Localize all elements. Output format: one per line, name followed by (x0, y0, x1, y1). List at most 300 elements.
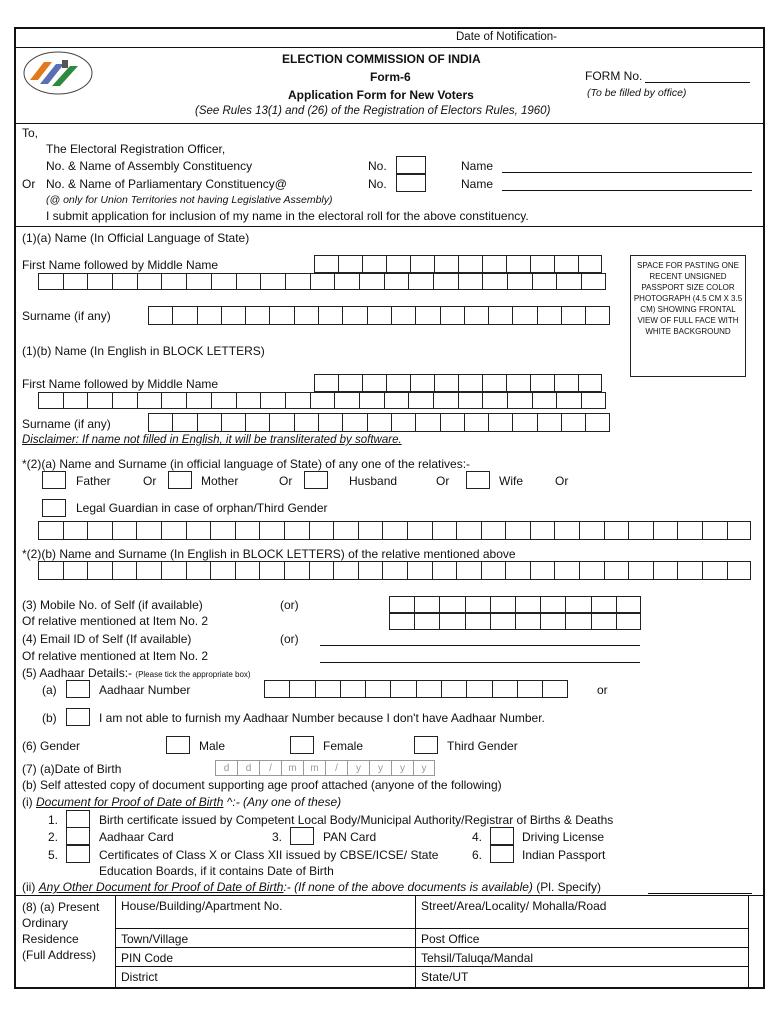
letter-box[interactable] (591, 613, 616, 630)
letter-box[interactable] (565, 596, 590, 613)
letter-box[interactable] (358, 521, 383, 540)
letter-box[interactable] (466, 680, 491, 698)
letter-box[interactable] (186, 521, 211, 540)
letter-box[interactable] (186, 273, 211, 290)
q2b-label: *(2)(b) Name and Surname (In English in BLOCK LETTERS) of the relative mentioned above (22, 547, 516, 561)
letter-box[interactable] (236, 392, 261, 409)
letter-box[interactable] (294, 306, 318, 325)
letter-box[interactable] (416, 680, 441, 698)
letter-box[interactable] (439, 613, 464, 630)
letter-box[interactable] (530, 561, 555, 580)
letter-box[interactable] (542, 680, 567, 698)
letter-box[interactable] (415, 306, 439, 325)
letter-box[interactable] (310, 392, 335, 409)
letter-box[interactable] (530, 521, 555, 540)
letter-box[interactable] (554, 521, 579, 540)
letter-box[interactable] (410, 374, 434, 392)
q1a-surname-label: Surname (if any) (22, 309, 111, 323)
letter-box[interactable] (38, 521, 63, 540)
letter-box[interactable] (221, 306, 245, 325)
form-no-field[interactable] (645, 82, 750, 83)
aadhaar-title: (5) Aadhaar Details:- (Please tick the appropriate box) (22, 666, 251, 680)
letter-box[interactable] (702, 561, 727, 580)
letter-box[interactable] (540, 596, 565, 613)
parliamentary-name-label: Name (461, 177, 494, 191)
letter-box[interactable] (458, 273, 483, 290)
q1a-surname-boxes[interactable] (148, 306, 610, 325)
q2b-name-boxes[interactable] (38, 561, 751, 580)
letter-box[interactable] (556, 273, 581, 290)
letter-box[interactable] (289, 680, 314, 698)
dob-cell[interactable]: d (215, 760, 237, 776)
letter-box[interactable] (314, 255, 338, 273)
letter-box[interactable] (338, 374, 362, 392)
q1b-surname-boxes[interactable] (148, 413, 610, 432)
letter-box[interactable] (561, 306, 585, 325)
male-checkbox[interactable] (166, 736, 190, 754)
letter-box[interactable] (384, 392, 409, 409)
letter-box[interactable] (148, 306, 172, 325)
letter-box[interactable] (210, 521, 235, 540)
letter-box[interactable] (112, 392, 137, 409)
doc-passport-checkbox[interactable] (490, 845, 514, 863)
q1a-first-name-label: First Name followed by Middle Name (22, 258, 219, 272)
letter-box[interactable] (38, 392, 63, 409)
letter-box[interactable] (481, 521, 506, 540)
letter-box[interactable] (482, 255, 506, 273)
parliamentary-no-label: No. (368, 177, 387, 191)
letter-box[interactable] (386, 255, 410, 273)
dob-cell[interactable]: d (237, 760, 259, 776)
letter-box[interactable] (38, 561, 63, 580)
letter-box[interactable] (482, 392, 507, 409)
mobile-relative-boxes[interactable] (389, 613, 641, 630)
letter-box[interactable] (410, 255, 434, 273)
letter-box[interactable] (260, 273, 285, 290)
letter-box[interactable] (628, 561, 653, 580)
letter-box[interactable] (482, 273, 507, 290)
letter-box[interactable] (340, 680, 365, 698)
letter-box[interactable] (414, 596, 439, 613)
male-label: Male (199, 739, 226, 753)
letter-box[interactable] (482, 374, 506, 392)
letter-box[interactable] (556, 392, 581, 409)
dob-cell[interactable]: y (391, 760, 413, 776)
letter-box[interactable] (579, 561, 604, 580)
letter-box[interactable] (439, 596, 464, 613)
letter-box[interactable] (269, 413, 293, 432)
email-relative-field[interactable] (320, 662, 640, 663)
letter-box[interactable] (259, 561, 284, 580)
letter-box[interactable] (389, 596, 414, 613)
aadhaar-number-label: Aadhaar Number (99, 683, 191, 697)
q2a-label: *(2)(a) Name and Surname (in official language of State) of any one of the relatives:- (22, 457, 471, 471)
letter-box[interactable] (365, 680, 390, 698)
assembly-name-field[interactable] (502, 172, 752, 173)
letter-box[interactable] (581, 392, 606, 409)
letter-box[interactable] (284, 561, 309, 580)
guardian-label: Legal Guardian in case of orphan/Third Gender (76, 501, 328, 515)
letter-box[interactable] (186, 392, 211, 409)
letter-box[interactable] (532, 273, 557, 290)
or-label-2: Or (279, 474, 293, 488)
father-checkbox[interactable] (42, 471, 66, 489)
street-field[interactable]: Street/Area/Locality/ Mohalla/Road (421, 899, 607, 913)
letter-box[interactable] (137, 392, 162, 409)
letter-box[interactable] (87, 561, 112, 580)
letter-box[interactable] (537, 306, 561, 325)
letter-box[interactable] (407, 561, 432, 580)
letter-box[interactable] (382, 521, 407, 540)
letter-box[interactable] (581, 273, 606, 290)
letter-box[interactable] (210, 561, 235, 580)
letter-box[interactable] (264, 680, 289, 698)
letter-box[interactable] (333, 561, 358, 580)
doc-pan-checkbox[interactable] (290, 827, 314, 845)
assembly-no-box[interactable] (396, 156, 426, 174)
letter-box[interactable] (245, 306, 269, 325)
email-or-label: (or) (280, 632, 299, 646)
letter-box[interactable] (456, 561, 481, 580)
letter-box[interactable] (260, 392, 285, 409)
dob-cell[interactable]: y (369, 760, 391, 776)
letter-box[interactable] (604, 521, 629, 540)
ut-note: (@ only for Union Territories not having Legislative Assembly) (46, 194, 333, 206)
letter-box[interactable] (433, 392, 458, 409)
letter-box[interactable] (284, 521, 309, 540)
letter-box[interactable] (38, 273, 63, 290)
letter-box[interactable] (221, 413, 245, 432)
mother-checkbox[interactable] (168, 471, 192, 489)
letter-box[interactable] (294, 413, 318, 432)
letter-box[interactable] (464, 306, 488, 325)
letter-box[interactable] (314, 374, 338, 392)
letter-box[interactable] (537, 413, 561, 432)
no-aadhaar-label: I am not able to furnish my Aadhaar Number because I don't have Aadhaar Number. (99, 711, 545, 725)
letter-box[interactable] (532, 392, 557, 409)
form-number-title: Form-6 (370, 70, 411, 84)
doc-aadhaar-checkbox[interactable] (66, 827, 90, 845)
letter-box[interactable] (677, 561, 702, 580)
letter-box[interactable] (161, 521, 186, 540)
q1a-first-name-boxes-1[interactable] (314, 255, 602, 273)
letter-box[interactable] (386, 374, 410, 392)
letter-box[interactable] (112, 521, 137, 540)
letter-box[interactable] (367, 306, 391, 325)
letter-box[interactable] (197, 306, 221, 325)
letter-box[interactable] (505, 521, 530, 540)
doc-3-label: PAN Card (323, 830, 377, 844)
letter-box[interactable] (414, 613, 439, 630)
dob-cell[interactable]: y (347, 760, 369, 776)
doc-certificate-checkbox[interactable] (66, 845, 90, 863)
letter-box[interactable] (578, 374, 602, 392)
district-field[interactable]: District (121, 970, 158, 984)
letter-box[interactable] (585, 306, 609, 325)
letter-box[interactable] (186, 561, 211, 580)
doc-3-number: 3. (272, 830, 283, 844)
letter-box[interactable] (554, 255, 578, 273)
rules-note: (See Rules 13(1) and (26) of the Registration of Electors Rules, 1960) (195, 105, 551, 117)
letter-box[interactable] (136, 561, 161, 580)
letter-box[interactable] (315, 680, 340, 698)
mother-label: Mother (201, 474, 239, 488)
address-label: (8) (a) Present Ordinary Residence (Full Address) (22, 900, 100, 962)
letter-box[interactable] (677, 521, 702, 540)
letter-box[interactable] (408, 392, 433, 409)
letter-box[interactable] (585, 413, 609, 432)
letter-box[interactable] (334, 392, 359, 409)
letter-box[interactable] (433, 273, 458, 290)
letter-box[interactable] (440, 413, 464, 432)
q1b-first-name-boxes-1[interactable] (314, 374, 602, 392)
letter-box[interactable] (342, 306, 366, 325)
letter-box[interactable] (362, 255, 386, 273)
letter-box[interactable] (515, 596, 540, 613)
doc-5-number: 5. (48, 848, 59, 862)
state-field[interactable]: State/UT (421, 970, 469, 984)
letter-box[interactable] (565, 613, 590, 630)
letter-box[interactable] (591, 596, 616, 613)
doc-5-label: Certificates of Class X or Class XII issued by CBSE/ICSE/ State (99, 848, 439, 862)
eci-logo-icon (22, 50, 94, 96)
letter-box[interactable] (87, 392, 112, 409)
letter-box[interactable] (481, 561, 506, 580)
letter-box[interactable] (63, 273, 88, 290)
mobile-self-boxes[interactable] (389, 596, 641, 613)
third-gender-label: Third Gender (447, 739, 518, 753)
doc-2-number: 2. (48, 830, 59, 844)
parliamentary-no-box[interactable] (396, 174, 426, 192)
letter-box[interactable] (391, 306, 415, 325)
letter-box[interactable] (441, 680, 466, 698)
letter-box[interactable] (112, 273, 137, 290)
letter-box[interactable] (359, 392, 384, 409)
letter-box[interactable] (318, 306, 342, 325)
letter-box[interactable] (211, 392, 236, 409)
letter-box[interactable] (515, 613, 540, 630)
letter-box[interactable] (318, 413, 342, 432)
letter-box[interactable] (456, 521, 481, 540)
letter-box[interactable] (63, 561, 88, 580)
email-label: (4) Email ID of Self (If available) (22, 632, 192, 646)
letter-box[interactable] (434, 255, 458, 273)
letter-box[interactable] (161, 561, 186, 580)
female-label: Female (323, 739, 364, 753)
letter-box[interactable] (512, 413, 536, 432)
letter-box[interactable] (236, 273, 261, 290)
pin-code-field[interactable]: PIN Code (121, 951, 174, 965)
letter-box[interactable] (148, 413, 172, 432)
letter-box[interactable] (367, 413, 391, 432)
letter-box[interactable] (338, 255, 362, 273)
letter-box[interactable] (137, 273, 162, 290)
letter-box[interactable] (359, 273, 384, 290)
letter-box[interactable] (554, 374, 578, 392)
tehsil-field[interactable]: Tehsil/Taluqa/Mandal (421, 951, 534, 965)
guardian-checkbox[interactable] (42, 499, 66, 517)
dob-cell[interactable]: m (303, 760, 325, 776)
letter-box[interactable] (458, 392, 483, 409)
letter-box[interactable] (358, 561, 383, 580)
letter-box[interactable] (505, 561, 530, 580)
letter-box[interactable] (285, 273, 310, 290)
or-label: Or (22, 177, 36, 191)
letter-box[interactable] (488, 306, 512, 325)
letter-box[interactable] (161, 392, 186, 409)
q1b-first-name-boxes-2[interactable] (38, 392, 606, 409)
husband-checkbox[interactable] (304, 471, 328, 489)
third-gender-checkbox[interactable] (414, 736, 438, 754)
doc-2-label: Aadhaar Card (99, 830, 174, 844)
letter-box[interactable] (616, 613, 641, 630)
letter-box[interactable] (506, 255, 530, 273)
letter-box[interactable] (310, 273, 335, 290)
mobile-or-label: (or) (280, 598, 299, 612)
aadhaar-or-label: or (597, 683, 608, 697)
letter-box[interactable] (458, 255, 482, 273)
letter-box[interactable] (161, 273, 186, 290)
doc-6-number: 6. (472, 848, 483, 862)
letter-box[interactable] (458, 374, 482, 392)
letter-box[interactable] (408, 273, 433, 290)
letter-box[interactable] (362, 374, 386, 392)
letter-box[interactable] (440, 306, 464, 325)
letter-box[interactable] (342, 413, 366, 432)
letter-box[interactable] (269, 306, 293, 325)
q1b-first-name-label: First Name followed by Middle Name (22, 377, 219, 391)
doc-birth-certificate-checkbox[interactable] (66, 810, 90, 828)
email-self-field[interactable] (320, 645, 640, 646)
letter-box[interactable] (334, 273, 359, 290)
aadhaar-number-checkbox[interactable] (66, 680, 90, 698)
letter-box[interactable] (492, 680, 517, 698)
dob-cell[interactable]: m (281, 760, 303, 776)
doc-1-number: 1. (48, 813, 59, 827)
q1b-label: (1)(b) Name (In English in BLOCK LETTERS) (22, 344, 265, 358)
letter-box[interactable] (702, 521, 727, 540)
wife-label: Wife (499, 474, 523, 488)
letter-box[interactable] (63, 521, 88, 540)
letter-box[interactable] (578, 255, 602, 273)
to-label: To, (22, 126, 39, 140)
dob-cell[interactable]: y (413, 760, 435, 776)
letter-box[interactable] (136, 521, 161, 540)
doc-5-label-cont: Education Boards, if it contains Date of Birth (99, 864, 334, 878)
doc-4-label: Driving License (522, 830, 605, 844)
letter-box[interactable] (112, 561, 137, 580)
notification-date-label: Date of Notification- (456, 31, 557, 43)
letter-box[interactable] (727, 561, 752, 580)
letter-box[interactable] (434, 374, 458, 392)
letter-box[interactable] (653, 561, 678, 580)
letter-box[interactable] (407, 521, 432, 540)
letter-box[interactable] (172, 306, 196, 325)
husband-label: Husband (349, 474, 398, 488)
letter-box[interactable] (530, 255, 554, 273)
letter-box[interactable] (507, 392, 532, 409)
letter-box[interactable] (561, 413, 585, 432)
letter-box[interactable] (432, 521, 457, 540)
letter-box[interactable] (490, 596, 515, 613)
letter-box[interactable] (490, 613, 515, 630)
parliamentary-name-field[interactable] (502, 190, 752, 191)
letter-box[interactable] (87, 273, 112, 290)
other-doc-specify-field[interactable] (648, 893, 752, 894)
letter-box[interactable] (512, 306, 536, 325)
wife-checkbox[interactable] (466, 471, 490, 489)
post-office-field[interactable]: Post Office (421, 932, 480, 946)
letter-box[interactable] (517, 680, 542, 698)
aadhaar-b-label: (b) (42, 711, 57, 725)
female-checkbox[interactable] (290, 736, 314, 754)
letter-box[interactable] (63, 392, 88, 409)
letter-box[interactable] (384, 273, 409, 290)
assembly-no-label: No. (368, 159, 387, 173)
letter-box[interactable] (464, 413, 488, 432)
letter-box[interactable] (653, 521, 678, 540)
letter-box[interactable] (235, 521, 260, 540)
doc-driving-license-checkbox[interactable] (490, 827, 514, 845)
letter-box[interactable] (389, 613, 414, 630)
gender-label: (6) Gender (22, 739, 81, 753)
letter-box[interactable] (506, 374, 530, 392)
officer-label: The Electoral Registration Officer, (46, 142, 226, 156)
letter-box[interactable] (507, 273, 532, 290)
disclaimer: Disclaimer: If name not filled in English, it will be transliterated by software. (22, 434, 402, 446)
aadhaar-a-label: (a) (42, 683, 57, 697)
assembly-label: No. & Name of Assembly Constituency (46, 159, 253, 173)
doc-4-number: 4. (472, 830, 483, 844)
letter-box[interactable] (616, 596, 641, 613)
town-field[interactable]: Town/Village (121, 932, 189, 946)
letter-box[interactable] (309, 521, 334, 540)
house-field[interactable]: House/Building/Apartment No. (121, 899, 283, 913)
dob-input[interactable] (215, 760, 435, 776)
no-aadhaar-checkbox[interactable] (66, 708, 90, 726)
letter-box[interactable] (197, 413, 221, 432)
letter-box[interactable] (540, 613, 565, 630)
letter-box[interactable] (727, 521, 752, 540)
letter-box[interactable] (235, 561, 260, 580)
letter-box[interactable] (382, 561, 407, 580)
letter-box[interactable] (259, 521, 284, 540)
letter-box[interactable] (172, 413, 196, 432)
letter-box[interactable] (579, 521, 604, 540)
letter-box[interactable] (285, 392, 310, 409)
letter-box[interactable] (309, 561, 334, 580)
letter-box[interactable] (530, 374, 554, 392)
letter-box[interactable] (604, 561, 629, 580)
letter-box[interactable] (211, 273, 236, 290)
submit-statement: I submit application for inclusion of my name in the electoral roll for the above constituency. (46, 209, 529, 223)
letter-box[interactable] (465, 613, 490, 630)
letter-box[interactable] (465, 596, 490, 613)
letter-box[interactable] (432, 561, 457, 580)
q2a-name-boxes[interactable] (38, 521, 751, 540)
letter-box[interactable] (87, 521, 112, 540)
letter-box[interactable] (628, 521, 653, 540)
letter-box[interactable] (488, 413, 512, 432)
letter-box[interactable] (390, 680, 415, 698)
letter-box[interactable] (245, 413, 269, 432)
letter-box[interactable] (391, 413, 415, 432)
letter-box[interactable] (554, 561, 579, 580)
q1a-first-name-boxes-2[interactable] (38, 273, 606, 290)
letter-box[interactable] (415, 413, 439, 432)
letter-box[interactable] (333, 521, 358, 540)
aadhaar-number-boxes[interactable] (264, 680, 568, 698)
